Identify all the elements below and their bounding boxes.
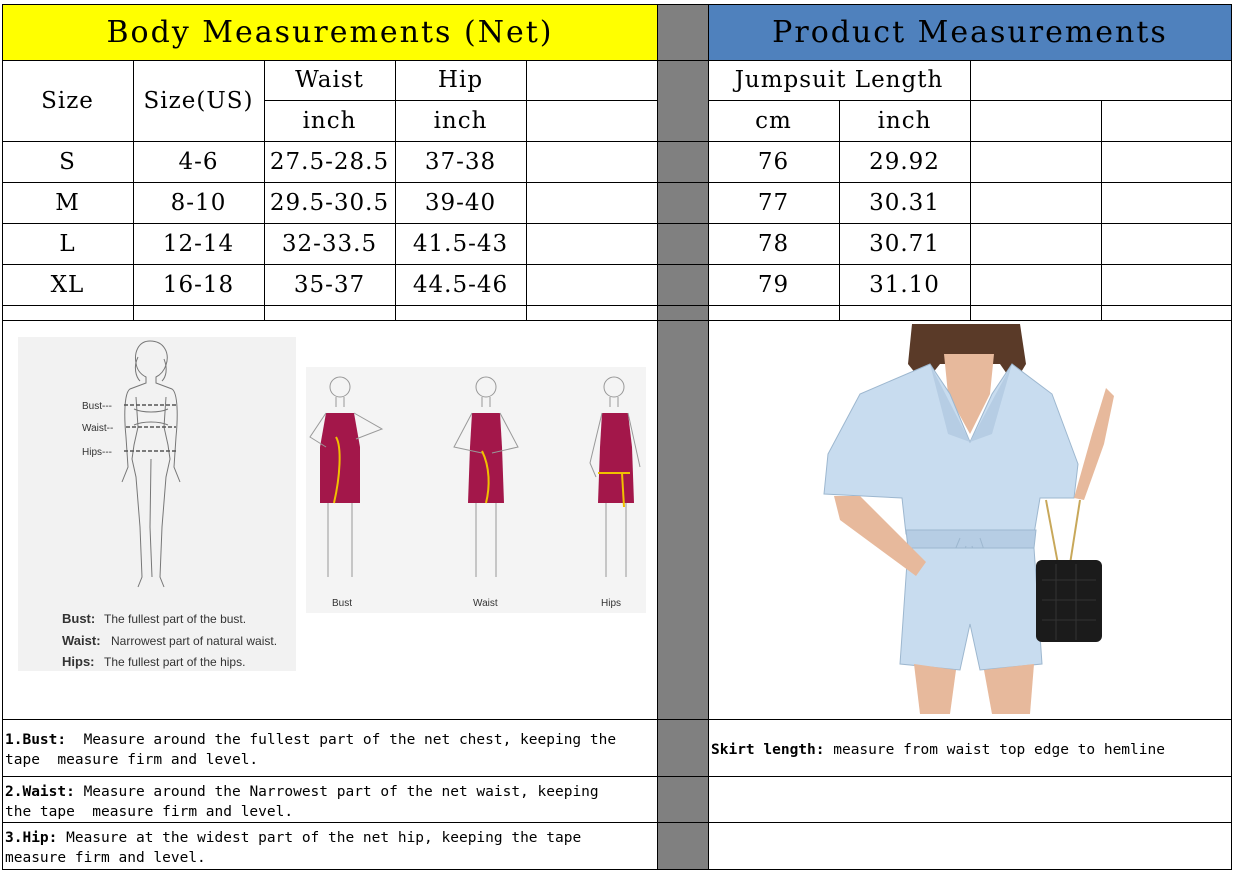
bust-desc: The fullest part of the bust. (104, 612, 247, 626)
row-size-us: 12-14 (162, 230, 235, 257)
note-bust (5, 730, 616, 770)
dress-bust-label: Bust (332, 598, 353, 609)
hips-marker: Hips--- (82, 447, 112, 458)
row-size: XL (50, 271, 85, 298)
waist-desc: Narrowest part of natural waist. (111, 634, 278, 648)
row-length-inch: 30.31 (869, 189, 940, 216)
row-length-inch: 31.10 (869, 271, 940, 298)
note-skirt-text: measure from waist top edge to hemline (824, 742, 1165, 758)
header-size: Size (41, 87, 94, 114)
handbag-icon (1036, 560, 1102, 642)
note-waist-title: 2.Waist: (5, 784, 75, 800)
header-waist: Waist (295, 67, 364, 93)
note-bust-line2: tape measure firm and level. (5, 752, 259, 768)
header-hip: Hip (437, 67, 484, 93)
row-size-us: 16-18 (162, 271, 235, 298)
header-size-us: Size(US) (143, 87, 254, 114)
waist-label: Waist: (62, 633, 101, 648)
dress-waist-label: Waist (473, 598, 498, 609)
row-hip: 41.5-43 (412, 230, 509, 257)
row-size-us: 4-6 (178, 148, 219, 175)
note-waist-line1: Measure around the Narrowest part of the net waist, keeping (74, 784, 599, 800)
header-inch-unit: inch (877, 107, 932, 134)
body-measurements-title: Body Measurements (Net) (106, 14, 554, 50)
row-waist: 29.5-30.5 (269, 189, 390, 216)
row-length-cm: 76 (757, 148, 790, 175)
row-size: M (55, 189, 80, 216)
row-length-cm: 79 (757, 271, 790, 298)
body-measurement-diagram (18, 337, 296, 671)
dress-hips-label: Hips (601, 598, 622, 609)
row-waist: 35-37 (293, 271, 366, 298)
header-cm-unit: cm (755, 107, 792, 134)
note-skirt-length (711, 740, 1165, 760)
header-waist-unit: inch (302, 107, 357, 134)
hips-label: Hips: (62, 654, 95, 669)
row-length-inch: 30.71 (869, 230, 940, 257)
product-measurements-title: Product Measurements (772, 14, 1168, 50)
bust-marker: Bust--- (82, 401, 112, 412)
bust-label: Bust: (62, 611, 96, 626)
note-waist-line2: the tape measure firm and level. (5, 804, 294, 820)
note-hip-line2: measure firm and level. (5, 850, 206, 866)
note-bust-title: 1.Bust: (5, 732, 67, 748)
dress-measurement-diagram (306, 367, 646, 613)
row-size: S (59, 148, 76, 175)
note-skirt-title: Skirt length: (711, 742, 825, 758)
row-waist: 32-33.5 (281, 230, 378, 257)
product-photo (820, 324, 1116, 714)
hips-desc: The fullest part of the hips. (104, 655, 246, 669)
note-bust-line1: Measure around the fullest part of the net chest, keeping the (66, 732, 617, 748)
row-hip: 44.5-46 (412, 271, 509, 298)
row-length-inch: 29.92 (869, 148, 940, 175)
row-length-cm: 77 (757, 189, 790, 216)
row-length-cm: 78 (757, 230, 790, 257)
row-size: L (59, 230, 76, 257)
header-hip-unit: inch (433, 107, 488, 134)
center-divider (658, 4, 708, 870)
note-hip-title: 3.Hip: (5, 830, 58, 846)
waist-marker: Waist-- (82, 423, 114, 434)
header-jumpsuit-length: Jumpsuit Length (734, 67, 944, 93)
row-size-us: 8-10 (170, 189, 227, 216)
note-waist (5, 782, 599, 822)
note-hip (5, 828, 581, 868)
note-hip-line1: Measure at the widest part of the net hip, keeping the tape (57, 830, 582, 846)
row-hip: 39-40 (424, 189, 497, 216)
row-hip: 37-38 (424, 148, 497, 175)
row-waist: 27.5-28.5 (269, 148, 390, 175)
